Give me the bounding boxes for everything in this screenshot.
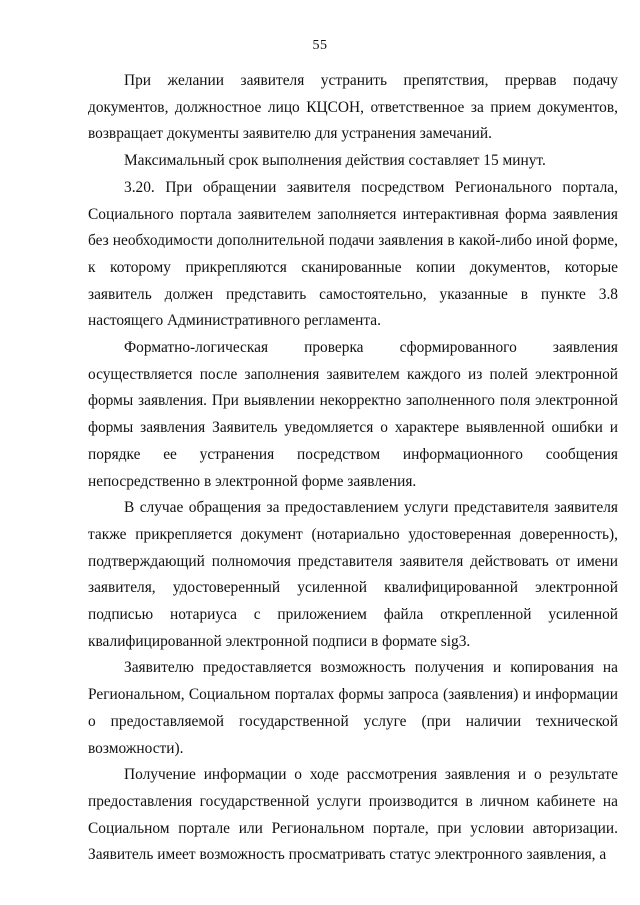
paragraph-status-info: Получение информации о ходе рассмотрения заявления и о результате предоставления государственной услуги производится в личном кабинете на Социальном портале или Региональном портале, при условии авторизации. Заявитель имеет возможность просматривать статус электронного заявления, а (88, 766, 618, 864)
paragraph-format-check: Форматно-логическая проверка сформированного заявления осуществляется после заполнения заявителем каждого из полей электронной формы заявления. При выявлении некорректно заполненного поля электронной формы заявления Заявитель уведомляется о характере выявленной ошибки и порядке ее устранения посредством информационного сообщения непосредственно в электронной форме заявления. (88, 339, 618, 490)
paragraph-return-documents: При желании заявителя устранить препятствия, прервав подачу документов, должностное лицо КЦСОН, ответственное за прием документов, возвращает документы заявителю для устранения замечаний. (88, 72, 618, 143)
paragraph-representative: В случае обращения за предоставлением услуги представителя заявителя также прикрепляется документ (нотариально удостоверенная доверенность), подтверждающий полномочия представителя заявителя действовать от имени заявителя, удостоверенный усиленной квалифицированной электронной подписью нотариуса с приложением файла открепленной усиленной квалифицированной электронной подписи в формате sig3. (88, 499, 618, 650)
paragraph-max-duration: Максимальный срок выполнения действия составляет 15 минут. (124, 152, 546, 170)
paragraph-3-20: 3.20. При обращении заявителя посредством Регионального портала, Социального портала заявителем заполняется интерактивная форма заявления без необходимости дополнительной подачи заявления в какой-либо иной форме, к которому прикрепляются сканированные копии документов, которые заявитель должен представить самостоятельно, указанные в пункте 3.8 настоящего Административного регламента. (88, 178, 618, 330)
paragraph-copy-forms: Заявителю предоставляется возможность получения и копирования на Региональном, Социальном порталах формы запроса (заявления) и информации о предоставляемой государственной услуге (при наличии технической возможности). (88, 659, 618, 757)
document-body (88, 68, 618, 869)
page-number: 55 (312, 38, 328, 53)
